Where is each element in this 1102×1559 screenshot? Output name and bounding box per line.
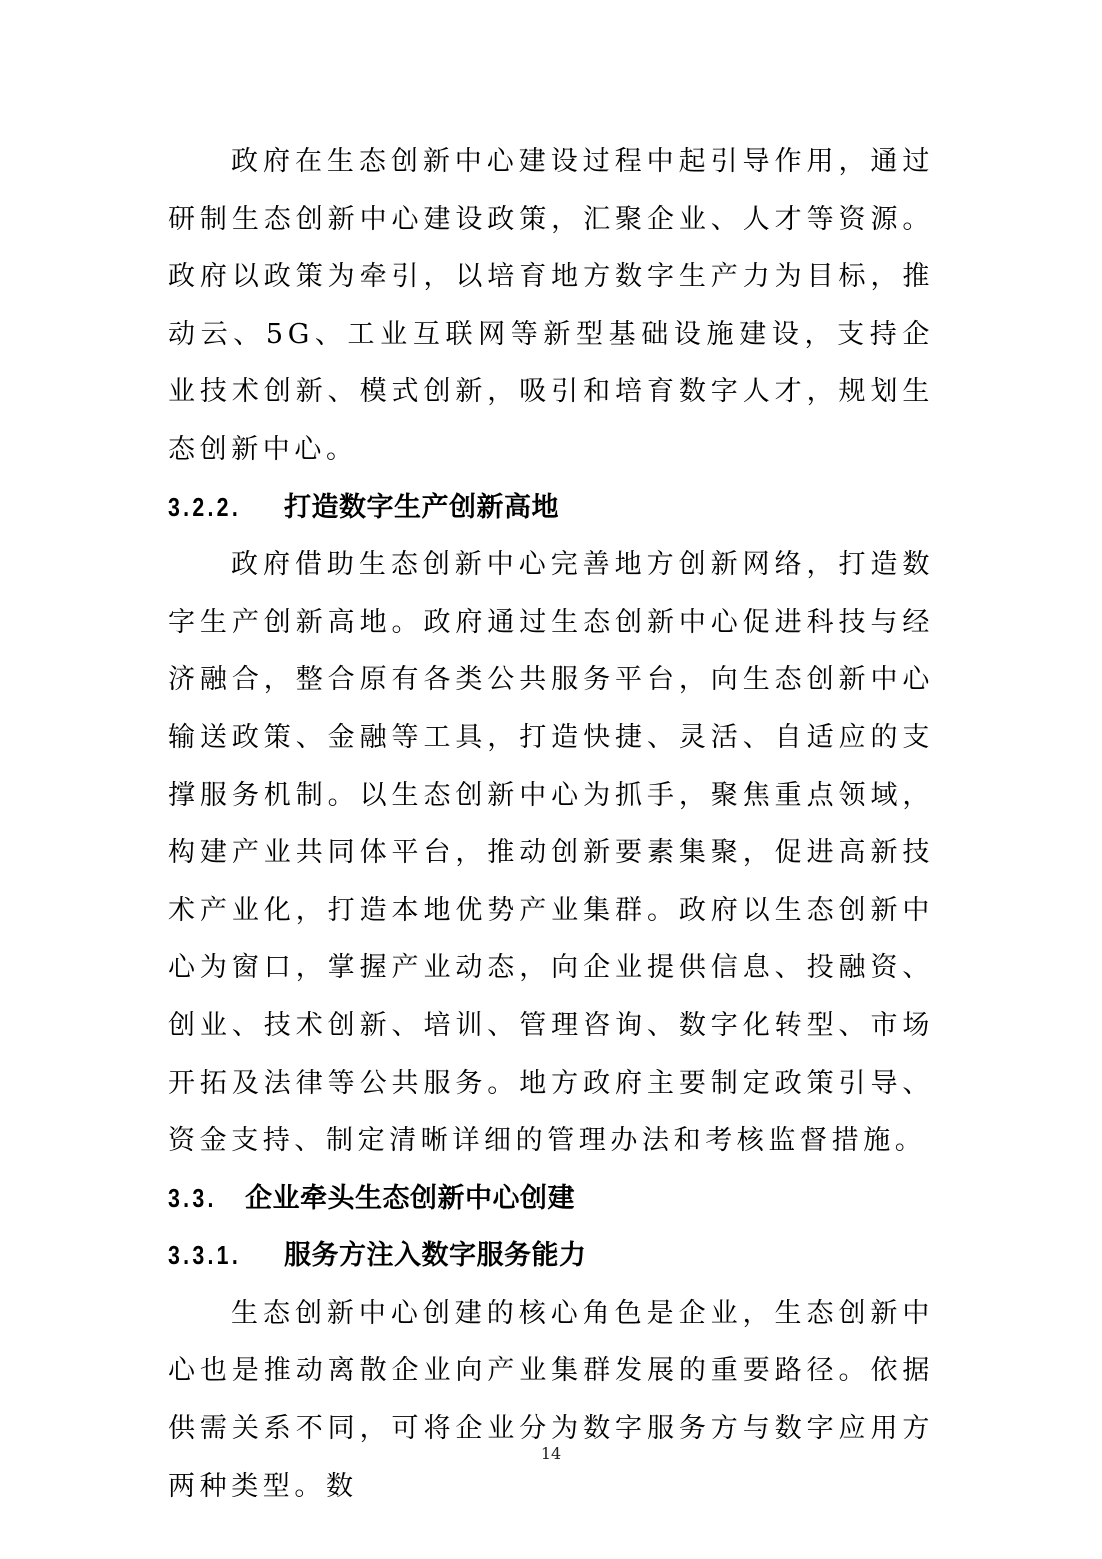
section-number: 3.3. bbox=[168, 1182, 217, 1213]
paragraph-government-guidance: 政府在生态创新中心建设过程中起引导作用，通过研制生态创新中心建设政策，汇聚企业、人才等资源。政府以政策为牵引，以培育地方数字生产力为目标，推动云、5G、工业互联网等新型基础设施建设，支持企业技术创新、模式创新，吸引和培育数字人才，规划生态创新中心。 bbox=[168, 146, 934, 465]
section-title: 服务方注入数字服务能力 bbox=[284, 1240, 587, 1272]
section-heading-3-3 bbox=[168, 1170, 934, 1228]
section-title: 企业牵头生态创新中心创建 bbox=[245, 1182, 575, 1214]
section-number: 3.3.1. bbox=[168, 1240, 242, 1271]
section-title: 打造数字生产创新高地 bbox=[284, 491, 559, 523]
section-number: 3.2.2. bbox=[168, 491, 242, 522]
paragraph-innovation-highland: 政府借助生态创新中心完善地方创新网络，打造数字生产创新高地。政府通过生态创新中心促进科技与经济融合，整合原有各类公共服务平台，向生态创新中心输送政策、金融等工具，打造快捷、灵活、自适应的支撑服务机制。以生态创新中心为抓手，聚焦重点领域，构建产业共同体平台，推动创新要素集聚，促进高新技术产业化，打造本地优势产业集群。政府以生态创新中心为窗口，掌握产业动态，向企业提供信息、投融资、创业、技术创新、培训、管理咨询、数字化转型、市场开拓及法律等公共服务。地方政府主要制定政策引导、资金支持、制定清晰详细的管理办法和考核监督措施。 bbox=[168, 549, 934, 1157]
paragraph-enterprise-role: 生态创新中心创建的核心角色是企业，生态创新中心也是推动离散企业向产业集群发展的重要路径。依据供需关系不同，可将企业分为数字服务方与数字应用方两种类型。数 bbox=[168, 1297, 934, 1502]
section-heading-3-2-2 bbox=[168, 479, 934, 537]
section-heading-3-3-1 bbox=[168, 1227, 934, 1285]
page-body bbox=[168, 133, 934, 1515]
page-number: 14 bbox=[540, 1444, 562, 1463]
